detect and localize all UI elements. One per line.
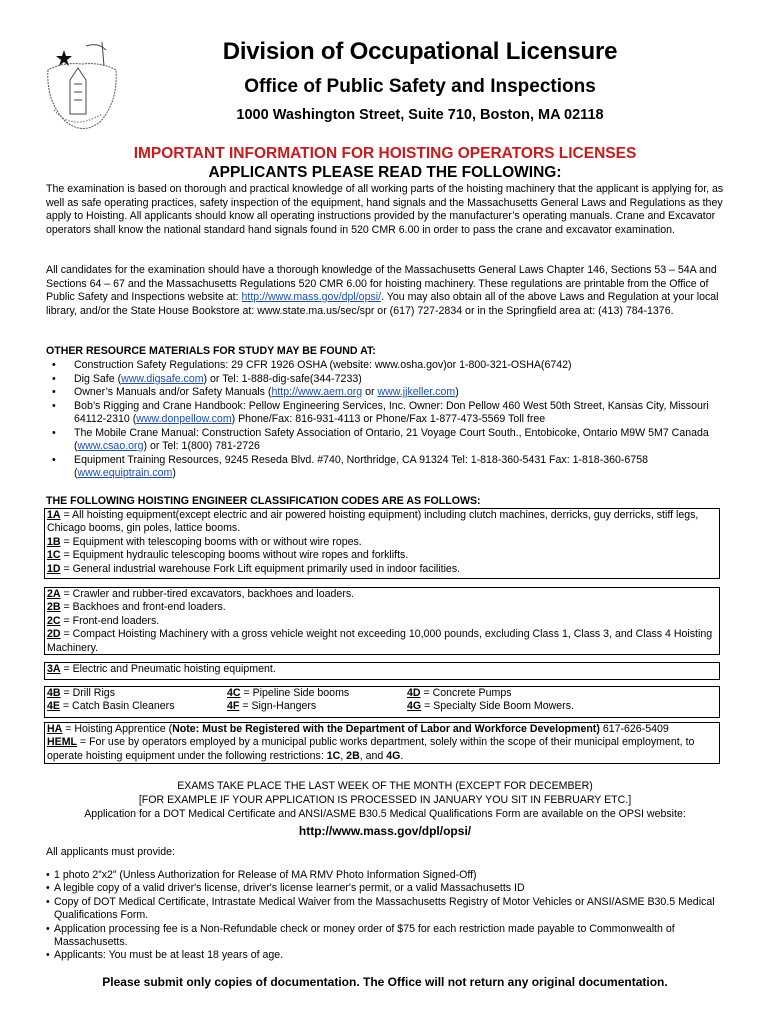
class-desc: 617-626-5409 xyxy=(599,723,669,735)
item-text: Owner’s Manuals and/or Safety Manuals ( xyxy=(74,386,272,398)
class-desc: = Sign-Hangers xyxy=(239,700,317,713)
item-text: ) or Tel: 1(800) 781-2726 xyxy=(143,440,260,452)
separator: , and xyxy=(359,749,387,762)
intro-text: . You may also obtain all of the above Laws and Regulation at your local library, and/or the State House Bookstore at: www.state.ma.us/sec/spr or (617) 727-2834 or in the Springfield area at: (413) 784-1376. xyxy=(46,291,719,317)
class-code: 2A xyxy=(47,588,61,600)
page-title: Division of Occupational Licensure xyxy=(222,38,618,65)
resources-heading: OTHER RESOURCE MATERIALS FOR STUDY MAY BE FOUND AT: xyxy=(46,345,376,357)
donpellow-link[interactable]: www.donpellow.com xyxy=(136,413,232,425)
office-address: 1000 Washington Street, Suite 710, Boston, MA 02118 xyxy=(236,107,604,123)
separator: , xyxy=(340,749,347,762)
class-row xyxy=(47,563,717,576)
item-text: Construction Safety Regulations: 29 CFR 1926 OSHA (website: www.osha.gov)or 1-800-321-OSHA(6742) xyxy=(74,359,572,371)
separator: . xyxy=(400,749,404,762)
requirements-heading: All applicants must provide: xyxy=(46,846,175,858)
class-desc: = Crawler and rubber-tired excavators, backhoes and loaders. xyxy=(60,588,355,600)
class-code: 1D xyxy=(47,562,61,575)
class-row xyxy=(407,687,574,700)
item-text: or xyxy=(362,386,378,398)
medical-form-note: Application for a DOT Medical Certificate and ANSI/ASME B30.5 Medical Qualifications Form are available on the OPSI website: xyxy=(84,808,686,820)
exam-schedule: EXAMS TAKE PLACE THE LAST WEEK OF THE MONTH (EXCEPT FOR DECEMBER) xyxy=(177,780,593,792)
apprentice-box xyxy=(44,722,720,764)
opsi-website-link[interactable]: http://www.mass.gov/dpl/opsi/ xyxy=(241,291,382,303)
list-item: • Applicants: You must be at least 18 years of age. xyxy=(46,949,736,962)
class-row xyxy=(47,628,717,655)
item-text: Bob’s Rigging and Crane Handbook: Pellow Engineering Services, Inc. Owner: Don Pellow 460 West 50th Street, Kansas City, Missouri 64112-2310 ( xyxy=(74,399,709,425)
class-desc: = Backhoes and front-end loaders. xyxy=(60,601,226,614)
class-4-column xyxy=(47,687,175,714)
class-row xyxy=(47,509,717,536)
list-item xyxy=(46,359,736,373)
class-code: 2D xyxy=(47,628,61,641)
class-code: 2B xyxy=(47,601,61,614)
item-text: The Mobile Crane Manual: Construction Safety Association of Ontario, 21 Voyage Court South., Entobicoke, Ontario M9W 5M7 Canada ( xyxy=(74,426,709,452)
class-desc: = Equipment with telescoping booms with or without wire ropes. xyxy=(60,535,362,548)
class-desc: = Specialty Side Boom Mowers. xyxy=(421,700,574,713)
class-row xyxy=(227,687,349,700)
class-code: HEML xyxy=(47,736,78,749)
class-desc: = All hoisting equipment(except electric and air powered hoisting equipment) including clutch machines, derricks, guy derricks, stiff legs, Chicago booms, gin poles, lattice booms. xyxy=(47,509,699,535)
footer-note: Please submit only copies of documentation. The Office will not return any original documentation. xyxy=(102,975,668,989)
class-row xyxy=(47,588,717,601)
list-item xyxy=(46,427,736,454)
class-4-column xyxy=(407,687,574,714)
csao-link[interactable]: www.csao.org xyxy=(77,440,144,452)
class-code: 1A xyxy=(47,509,61,521)
class-row xyxy=(47,663,717,676)
class-code: 1B xyxy=(47,535,61,548)
massachusetts-seal-icon xyxy=(42,40,124,140)
class-row xyxy=(47,700,175,713)
intro-paragraph-1: The examination is based on thorough and practical knowledge of all working parts of the hoisting machinery that the applicant is applying for, as well as safe operating practices, safety inspection of the equipment, hand signals and the Massachusetts General Laws and Regulations as they apply to Hoisting. All applicants should know all operating instructions provided by the manufacturer’s operating manuals. Crane and Excavator operators shall know the national standard hand signals found in 520 CMR 6.00 in order to pass the crane and excavator examination. xyxy=(46,183,724,236)
restriction-code: 4G xyxy=(386,749,401,762)
class-code: 4C xyxy=(227,687,241,699)
class-row xyxy=(227,700,349,713)
class-row xyxy=(47,601,717,614)
requirements-list xyxy=(46,869,736,963)
class-code: 3A xyxy=(47,663,61,675)
digsafe-link[interactable]: www.digsafe.com xyxy=(121,372,204,385)
jjkeller-link[interactable]: www.jjkeller.com xyxy=(377,386,456,398)
intro-paragraph-2 xyxy=(46,264,736,318)
registration-note: Note: Must be Registered with the Department of Labor and Workforce Development) xyxy=(172,723,600,735)
restriction-code: 2B xyxy=(346,749,360,762)
class-3-box xyxy=(44,662,720,680)
class-desc: = Equipment hydraulic telescoping booms without wire ropes and forklifts. xyxy=(60,549,409,562)
class-2-box xyxy=(44,587,720,655)
class-desc: = Pipeline Side booms xyxy=(240,687,350,699)
item-text: Equipment Training Resources, 9245 Reseda Blvd. #740, Northridge, CA 91324 Tel: 1-818-360-5431 Fax: 1-818-360-6758 ( xyxy=(74,453,648,479)
list-item xyxy=(46,373,736,387)
class-row xyxy=(47,736,717,763)
item-text: ) or Tel: 1-888-dig-safe(344-7233) xyxy=(203,372,362,385)
restriction-code: 1C xyxy=(326,749,341,762)
exam-example: [FOR EXAMPLE IF YOUR APPLICATION IS PROCESSED IN JANUARY YOU SIT IN FEBRUARY ETC.] xyxy=(138,794,632,806)
item-text: Dig Safe ( xyxy=(74,372,122,385)
class-row xyxy=(47,615,717,628)
class-code: 4G xyxy=(407,700,422,713)
item-text: ) Phone/Fax: 816-931-4113 or Phone/Fax 1-877-473-5569 Toll free xyxy=(231,413,546,425)
list-item: • A legible copy of a valid driver's license, driver's license learner's permit, or a valid Massachusetts ID xyxy=(46,882,736,895)
class-4-box xyxy=(44,686,720,718)
list-item: • Copy of DOT Medical Certificate, Intrastate Medical Waiver from the Massachusetts Registry of Motor Vehicles or ANSI/ASME B30.5 Medical Qualifications Form. xyxy=(46,896,736,923)
important-heading: IMPORTANT INFORMATION FOR HOISTING OPERATORS LICENSES xyxy=(133,145,637,162)
equiptrain-link[interactable]: www.equiptrain.com xyxy=(77,467,173,479)
classification-heading: THE FOLLOWING HOISTING ENGINEER CLASSIFICATION CODES ARE AS FOLLOWS: xyxy=(46,495,481,507)
class-desc: = For use by operators employed by a municipal public works department, solely within the scope of their municipal employment, to operate hoisting equipment under the following restrictions: xyxy=(47,736,695,762)
class-row xyxy=(47,549,717,562)
item-text: ) xyxy=(172,467,176,479)
class-desc: = Catch Basin Cleaners xyxy=(59,700,175,713)
list-item xyxy=(46,386,736,400)
office-subtitle: Office of Public Safety and Inspections xyxy=(244,76,596,97)
list-item xyxy=(46,400,736,427)
class-4-column xyxy=(227,687,349,714)
class-code: 2C xyxy=(47,614,61,627)
class-desc: = Electric and Pneumatic hoisting equipment. xyxy=(60,663,276,675)
class-code: 4D xyxy=(407,687,421,699)
class-row xyxy=(47,687,175,700)
applicants-heading: APPLICANTS PLEASE READ THE FOLLOWING: xyxy=(208,164,562,181)
class-code: 4F xyxy=(227,700,240,713)
class-row xyxy=(47,536,717,549)
resources-list xyxy=(46,359,736,481)
class-desc: = Front-end loaders. xyxy=(60,614,160,627)
list-item: • 1 photo 2”x2” (Unless Authorization for Release of MA RMV Photo Information Signed-Off) xyxy=(46,869,736,882)
list-item: • Application processing fee is a Non-Refundable check or money order of $75 for each restriction made payable to Commonwealth of Massachusetts. xyxy=(46,923,736,950)
list-item xyxy=(46,454,736,481)
class-code: 1C xyxy=(47,549,61,562)
class-code: HA xyxy=(47,723,63,735)
class-desc: = Concrete Pumps xyxy=(420,687,512,699)
aem-link[interactable]: http://www.aem.org xyxy=(271,386,363,398)
class-row xyxy=(47,723,717,736)
class-desc: = Hoisting Apprentice ( xyxy=(62,723,173,735)
class-desc: = General industrial warehouse Fork Lift equipment primarily used in indoor facilities. xyxy=(60,562,461,575)
class-desc: = Drill Rigs xyxy=(60,687,115,699)
class-code: 4B xyxy=(47,687,61,699)
item-text: ) xyxy=(455,386,459,398)
class-row xyxy=(407,700,574,713)
class-code: 4E xyxy=(47,700,60,713)
class-desc: = Compact Hoisting Machinery with a gross vehicle weight not exceeding 10,000 pounds, excluding Class 1, Class 3, and Class 4 Hoisting Machinery. xyxy=(47,628,713,654)
intro-text: All candidates for the examination should have a thorough knowledge of the Massachusetts General Laws Chapter 146, Sections 53 – 54A and Sections 64 – 67 and the Massachusetts Regulations 520 CMR 6.00 for hoisting machinery. These regulations are printable from the Office of Public Safety and Inspections website at: xyxy=(46,264,717,303)
class-1-box xyxy=(44,508,720,579)
opsi-url[interactable]: http://www.mass.gov/dpl/opsi/ xyxy=(298,824,472,838)
